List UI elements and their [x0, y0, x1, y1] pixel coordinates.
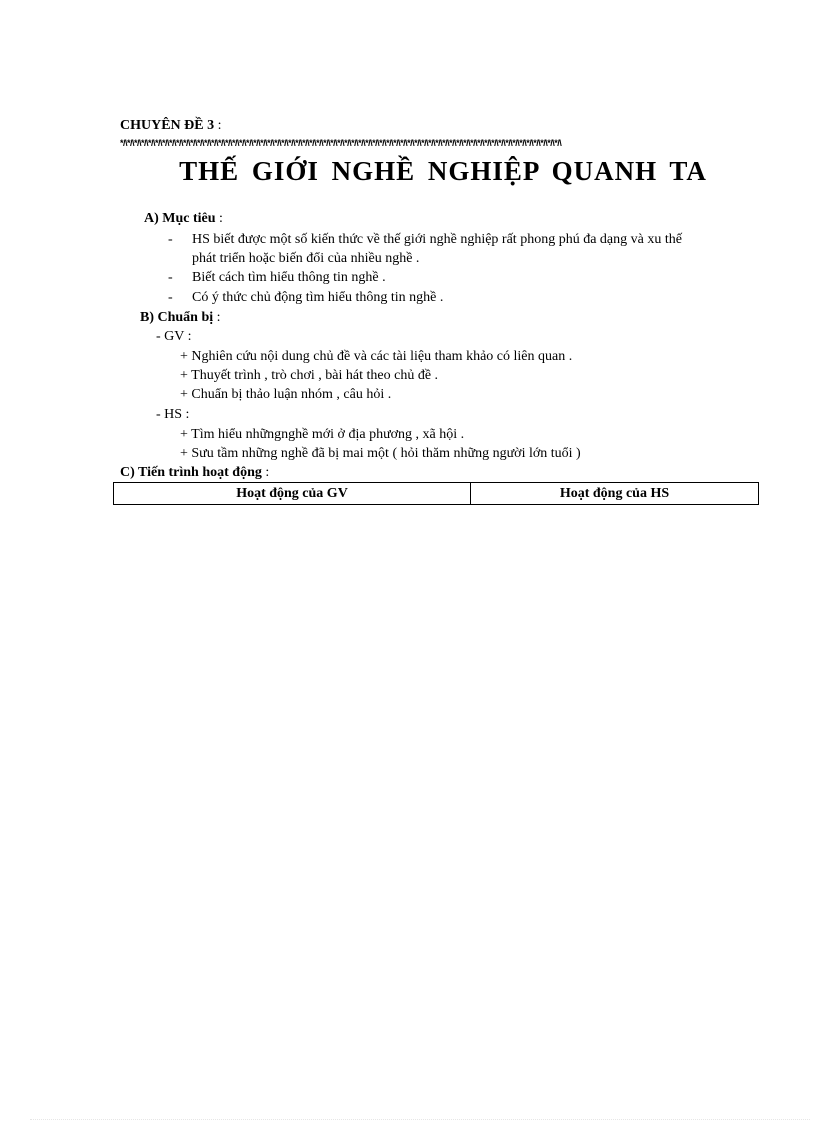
- section-c-heading-text: C) Tiến trình hoạt động: [120, 465, 262, 480]
- topic-label-text: CHUYÊN ĐỀ 3: [120, 118, 215, 133]
- page-bottom-border: [30, 1119, 810, 1120]
- topic-label-suffix: :: [214, 118, 222, 133]
- section-a-heading-text: A) Mục tiêu: [144, 211, 216, 226]
- section-c-heading-suffix: :: [261, 465, 270, 480]
- section-b-heading-text: B) Chuẩn bị: [140, 310, 214, 325]
- gv-item-2: + Thuyết trình , trò chơi , bài hát theo chủ đề .: [180, 368, 439, 383]
- gv-item-1: + Nghiên cứu nội dung chủ đề và các tài liệu tham khảo có liên quan .: [180, 349, 573, 364]
- section-a-heading-suffix: :: [215, 211, 223, 226]
- page-title: THẾ GIỚI NGHỀ NGHIỆP QUANH TA: [179, 156, 707, 186]
- section-a-item-2: Biết cách tìm hiểu thông tin nghề .: [192, 270, 386, 285]
- hs-item-1: + Tìm hiểu nhữngnghề mới ở địa phương , xã hội .: [180, 427, 465, 442]
- hs-label: - HS :: [156, 407, 190, 422]
- section-b-heading-suffix: :: [213, 310, 221, 325]
- hs-item-2: + Sưu tầm những nghề đã bị mai một ( hỏi thăm những người lớn tuổi ): [180, 446, 581, 461]
- gv-item-3: + Chuẩn bị thảo luận nhóm , câu hỏi .: [180, 387, 392, 402]
- table-header-hs: Hoạt động của HS: [471, 483, 759, 505]
- section-a-item-1-cont: phát triển hoặc biến đổi của nhiều nghề .: [192, 251, 420, 266]
- decorative-star-row: */\*/\*/\*/\*/\*/\*/\*/\*/\*/\*/\*/\*/\*/\*/\*/\*/\*/\*/\*/\*/\*/\*/\*/\*/\*/\*/\*/\*/\*/\*/\*/\*/\*/\*/\*/\*/\*/\*/\*/\*/\*/\*/\*/\*/\*/\*/\*/\*/\*/\*/\*/\*/\*/\*/\*/\*/\*/\*/\*/\*/\*/\*/\: [120, 138, 562, 148]
- section-c-heading: [120, 463, 269, 482]
- gv-label: - GV :: [156, 329, 192, 344]
- section-a-item-1-dash: -: [168, 232, 173, 247]
- section-a-item-3-dash: -: [168, 290, 173, 305]
- table-header-row: [114, 483, 759, 505]
- topic-label: [120, 118, 222, 134]
- table-header-gv: Hoạt động của GV: [114, 483, 471, 505]
- activity-table: [113, 482, 759, 505]
- section-b-heading: [140, 308, 221, 327]
- section-a-item-2-dash: -: [168, 270, 173, 285]
- section-a-heading: [144, 209, 223, 228]
- section-a-item-1: HS biết được một số kiến thức về thế giới nghề nghiệp rất phong phú đa dạng và xu thế: [192, 232, 682, 247]
- section-a-item-3: Có ý thức chủ động tìm hiểu thông tin nghề .: [192, 290, 444, 305]
